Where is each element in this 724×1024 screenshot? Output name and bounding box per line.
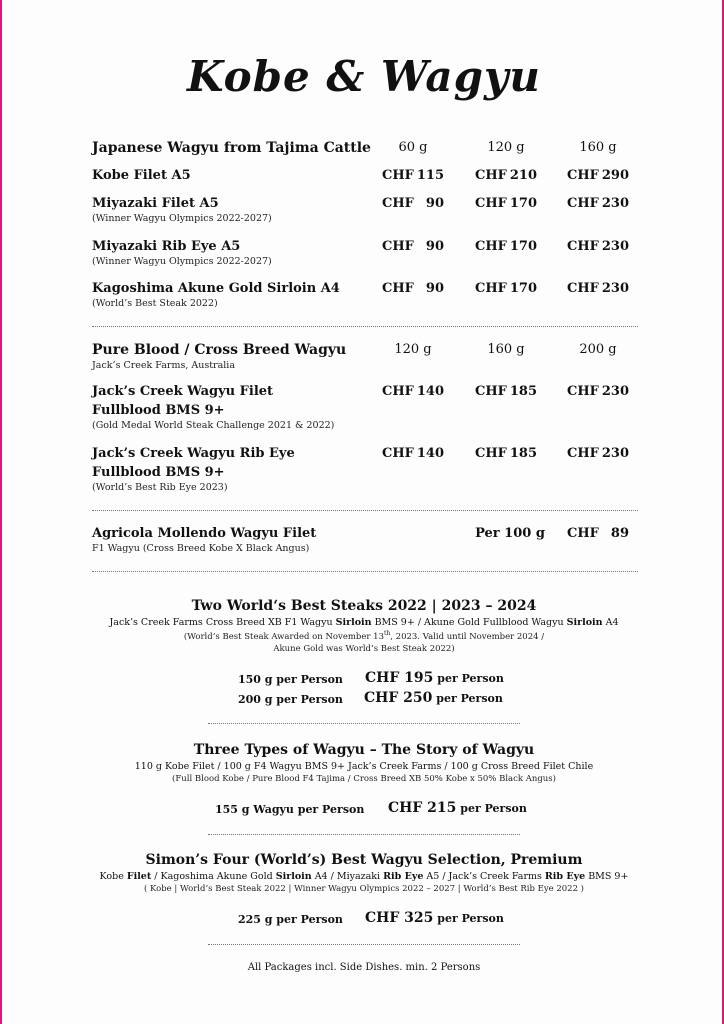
- menu-item: [92, 281, 638, 309]
- divider: [92, 510, 638, 511]
- item-name-line2: Fullblood BMS 9+: [92, 403, 225, 418]
- japanese-wagyu-section: [92, 140, 638, 160]
- package-note: Akune Gold was World’s Best Steak 2022): [273, 643, 455, 654]
- menu-item-agricola: [92, 526, 638, 554]
- price-1: CHF 140: [382, 446, 444, 461]
- package-title: Simon’s Four (World’s) Best Wagyu Selection, Premium: [145, 852, 583, 868]
- package-portion: 200 g per Person: [238, 693, 343, 706]
- package-four-selection: [2, 852, 724, 894]
- price-2: CHF 210: [475, 168, 537, 183]
- price-1: CHF 115: [382, 168, 444, 183]
- package-price: CHF 215 per Person: [388, 800, 527, 816]
- item-name: Kagoshima Akune Gold Sirloin A4: [92, 281, 340, 296]
- package-note: (Full Blood Kobe / Pure Blood F4 Tajima / Cross Breed XB 50% Kobe x 50% Black Angus): [172, 774, 556, 784]
- package-description: 110 g Kobe Filet / 100 g F4 Wagyu BMS 9+ Jack’s Creek Farms / 100 g Cross Breed Filet Chile: [134, 761, 594, 772]
- divider: [92, 571, 638, 572]
- japanese-wagyu-header: Japanese Wagyu from Tajima Cattle: [92, 140, 371, 156]
- item-note: F1 Wagyu (Cross Breed Kobe X Black Angus): [92, 543, 310, 554]
- price-3: CHF 230: [567, 281, 629, 296]
- price-2: CHF 185: [475, 384, 537, 399]
- weight-col-1: 60 g: [398, 140, 428, 155]
- price-2: CHF 170: [475, 281, 537, 296]
- price-3: CHF 230: [567, 384, 629, 399]
- price-3: CHF 230: [567, 239, 629, 254]
- menu-title: Kobe & Wagyu: [187, 52, 541, 101]
- package-portion: 155 g Wagyu per Person: [215, 803, 365, 816]
- menu-item: [92, 196, 638, 224]
- weight-col-1: 120 g: [394, 342, 432, 357]
- divider: [208, 723, 520, 724]
- pureblood-section: [92, 342, 638, 371]
- package-portion: 150 g per Person: [238, 673, 343, 686]
- package-price: CHF 250 per Person: [364, 690, 503, 706]
- package-note: (World’s Best Steak Awarded on November 13th, 2023. Valid until November 2024 /: [183, 630, 545, 642]
- item-name-line1: Jack’s Creek Wagyu Filet: [92, 384, 274, 399]
- menu-item: [92, 384, 638, 431]
- price-1: CHF 90: [382, 196, 444, 211]
- price: CHF 89: [567, 526, 629, 541]
- package-description: Kobe Filet / Kagoshima Akune Gold Sirloin A4 / Miyazaki Rib Eye A5 / Jack’s Creek Farms Rib Eye BMS 9+: [99, 871, 629, 882]
- price-3: CHF 290: [567, 168, 629, 183]
- menu-item: [92, 168, 638, 183]
- package-two-steaks: [2, 598, 724, 654]
- item-name-line2: Fullblood BMS 9+: [92, 465, 225, 480]
- item-note: (Winner Wagyu Olympics 2022-2027): [92, 213, 272, 224]
- item-name: Miyazaki Filet A5: [92, 196, 219, 211]
- per-unit-label: Per 100 g: [475, 526, 545, 541]
- package-note: ( Kobe | World’s Best Steak 2022 | Winner Wagyu Olympics 2022 – 2027 | World’s Best Rib Eye 2022 ): [143, 884, 585, 894]
- item-note: (Gold Medal World Steak Challenge 2021 & 2022): [92, 420, 335, 431]
- item-name: Miyazaki Rib Eye A5: [92, 239, 241, 254]
- pureblood-subheader: Jack’s Creek Farms, Australia: [92, 360, 235, 371]
- price-1: CHF 90: [382, 281, 444, 296]
- divider: [208, 944, 520, 945]
- package-title: Three Types of Wagyu – The Story of Wagyu: [193, 742, 535, 758]
- price-1: CHF 140: [382, 384, 444, 399]
- weight-col-2: 160 g: [487, 342, 525, 357]
- menu-item: [92, 446, 638, 493]
- price-2: CHF 185: [475, 446, 537, 461]
- price-1: CHF 90: [382, 239, 444, 254]
- package-portion: 225 g per Person: [238, 913, 343, 926]
- divider: [208, 834, 520, 835]
- price-3: CHF 230: [567, 446, 629, 461]
- package-title: Two World‘s Best Steaks 2022 | 2023 – 2024: [191, 598, 537, 614]
- item-name-line1: Jack’s Creek Wagyu Rib Eye: [92, 446, 295, 461]
- price-3: CHF 230: [567, 196, 629, 211]
- weight-col-3: 160 g: [579, 140, 617, 155]
- package-description: Jack’s Creek Farms Cross Breed XB F1 Wagyu Sirloin BMS 9+ / Akune Gold Fullblood Wagyu Sirloin A4: [109, 617, 619, 628]
- package-price: CHF 195 per Person: [365, 670, 504, 686]
- item-note: (World’s Best Steak 2022): [92, 298, 218, 309]
- weight-col-3: 200 g: [579, 342, 617, 357]
- item-note: (Winner Wagyu Olympics 2022-2027): [92, 256, 272, 267]
- price-2: CHF 170: [475, 196, 537, 211]
- item-name: Agricola Mollendo Wagyu Filet: [92, 526, 317, 541]
- weight-col-2: 120 g: [487, 140, 525, 155]
- pureblood-header: Pure Blood / Cross Breed Wagyu: [92, 342, 347, 358]
- divider: [92, 326, 638, 327]
- price-2: CHF 170: [475, 239, 537, 254]
- menu-item: [92, 239, 638, 267]
- item-name: Kobe Filet A5: [92, 168, 191, 183]
- package-price: CHF 325 per Person: [365, 910, 504, 926]
- package-three-types: [2, 742, 724, 784]
- item-note: (World’s Best Rib Eye 2023): [92, 482, 228, 493]
- footer-note: All Packages incl. Side Dishes. min. 2 Persons: [247, 962, 481, 973]
